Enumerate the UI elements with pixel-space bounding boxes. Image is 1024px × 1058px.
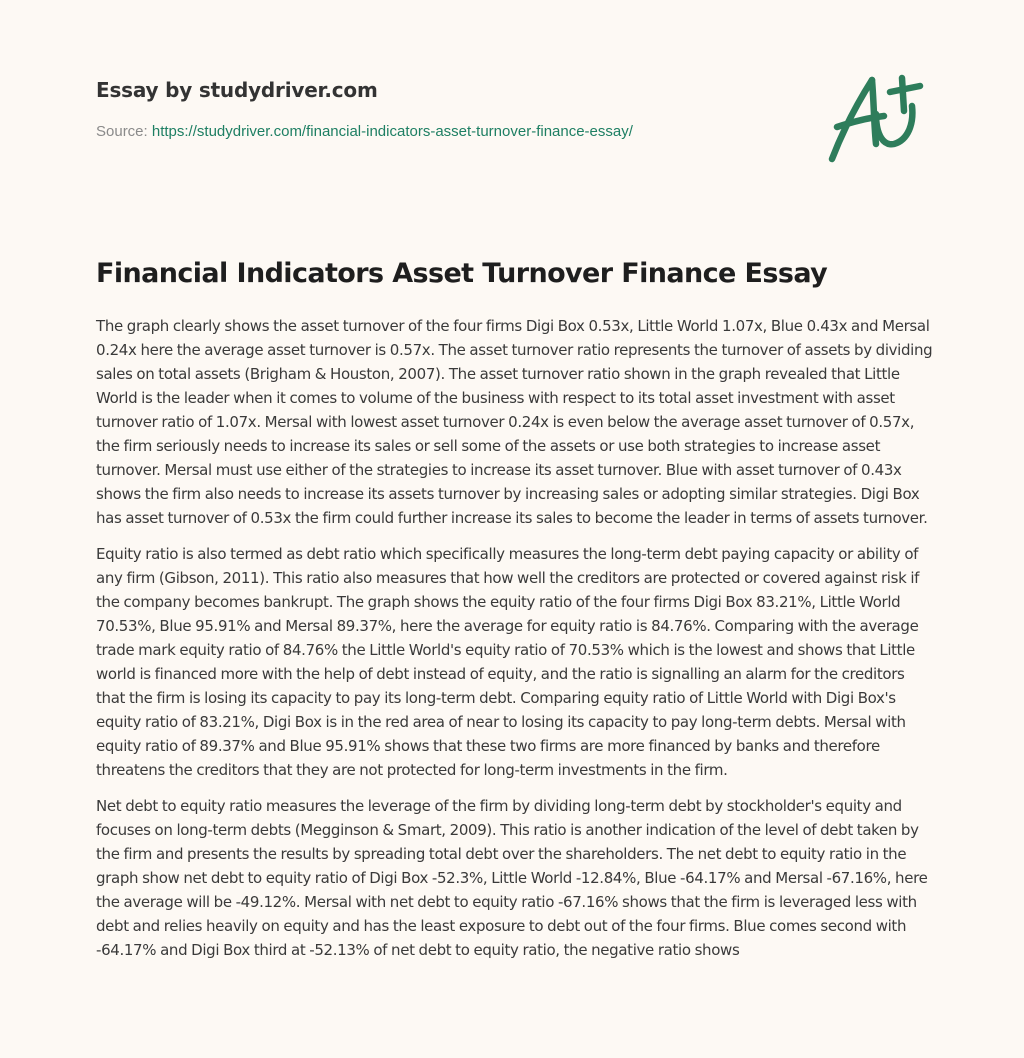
paragraph-net-debt-to-equity: Net debt to equity ratio measures the leverage of the firm by dividing long-term debt by stockholder's equity and focuses on long-term debts (Megginson & Smart, 2009). This ratio is another indication of the level of debt taken by the firm and presents the results by spreading total debt over the shareholders. The net debt to equity ratio in the graph show net debt to equity ratio of Digi Box -52.3%, Little World -12.84%, Blue -64.17% and Mersal -67.16%, here the average will be -49.12%. Mersal with net debt to equity ratio -67.16% shows that the firm is leveraged less with debt and relies heavily on equity and has the least exposure to debt out of the four firms. Blue comes second with -64.17% and Digi Box third at -52.13% of net debt to equity ratio, the negative ratio shows [96,797,928,959]
brand-title: Essay by studydriver.com [96,78,378,102]
source-link[interactable]: https://studydriver.com/financial-indicators-asset-turnover-finance-essay/ [151,123,633,140]
paragraph-equity-ratio: Equity ratio is also termed as debt ratio which specifically measures the long-term debt paying capacity or ability of any firm (Gibson, 2011). This ratio also measures that how well the creditors are protected or covered against risk if the company becomes bankrupt. The graph shows the equity ratio of the four firms Digi Box 83.21%, Little World 70.53%, Blue 95.91% and Mersal 89.37%, here the average for equity ratio is 84.76%. Comparing with the average trade mark equity ratio of 84.76% the Little World's equity ratio of 70.53% which is the lowest and shows that Little world is financed more with the help of debt instead of equity, and the ratio is signalling an alarm for the creditors that the firm is losing its capacity to pay its long-term debt. Comparing equity ratio of Little World with Digi Box's equity ratio of 83.21%, Digi Box is in the red area of near to losing its capacity to pay long-term debts. Mersal with equity ratio of 89.37% and Blue 95.91% shows that these two firms are more financed by banks and therefore threatens the creditors that they are not protected for long-term investments in the firm. [96,545,920,779]
article-title: Financial Indicators Asset Turnover Finance Essay [96,258,828,289]
paragraph-asset-turnover: The graph clearly shows the asset turnover of the four firms Digi Box 0.53x, Little World 1.07x, Blue 0.43x and Mersal 0.24x here the average asset turnover is 0.57x. The asset turnover ratio represents the turnover of assets by dividing sales on total assets (Brigham & Houston, 2007). The asset turnover ratio shown in the graph revealed that Little World is the leader when it comes to volume of the business with respect to its total asset investment with asset turnover ratio of 1.07x. Mersal with lowest asset turnover 0.24x is even below the average asset turnover of 0.57x, the firm seriously needs to increase its sales or sell some of the assets or use both strategies to increase asset turnover. Mersal must use either of the strategies to increase its asset turnover. Blue with asset turnover of 0.43x shows the firm also needs to increase its assets turnover by increasing sales or adopting similar strategies. Digi Box has asset turnover of 0.53x the firm could further increase its sales to become the leader in terms of assets turnover. [96,317,933,527]
article-body [96,314,936,974]
page-header [96,76,816,142]
a-plus-grade-icon [822,66,932,166]
source-label: Source: [96,123,148,140]
source-line [96,122,816,142]
